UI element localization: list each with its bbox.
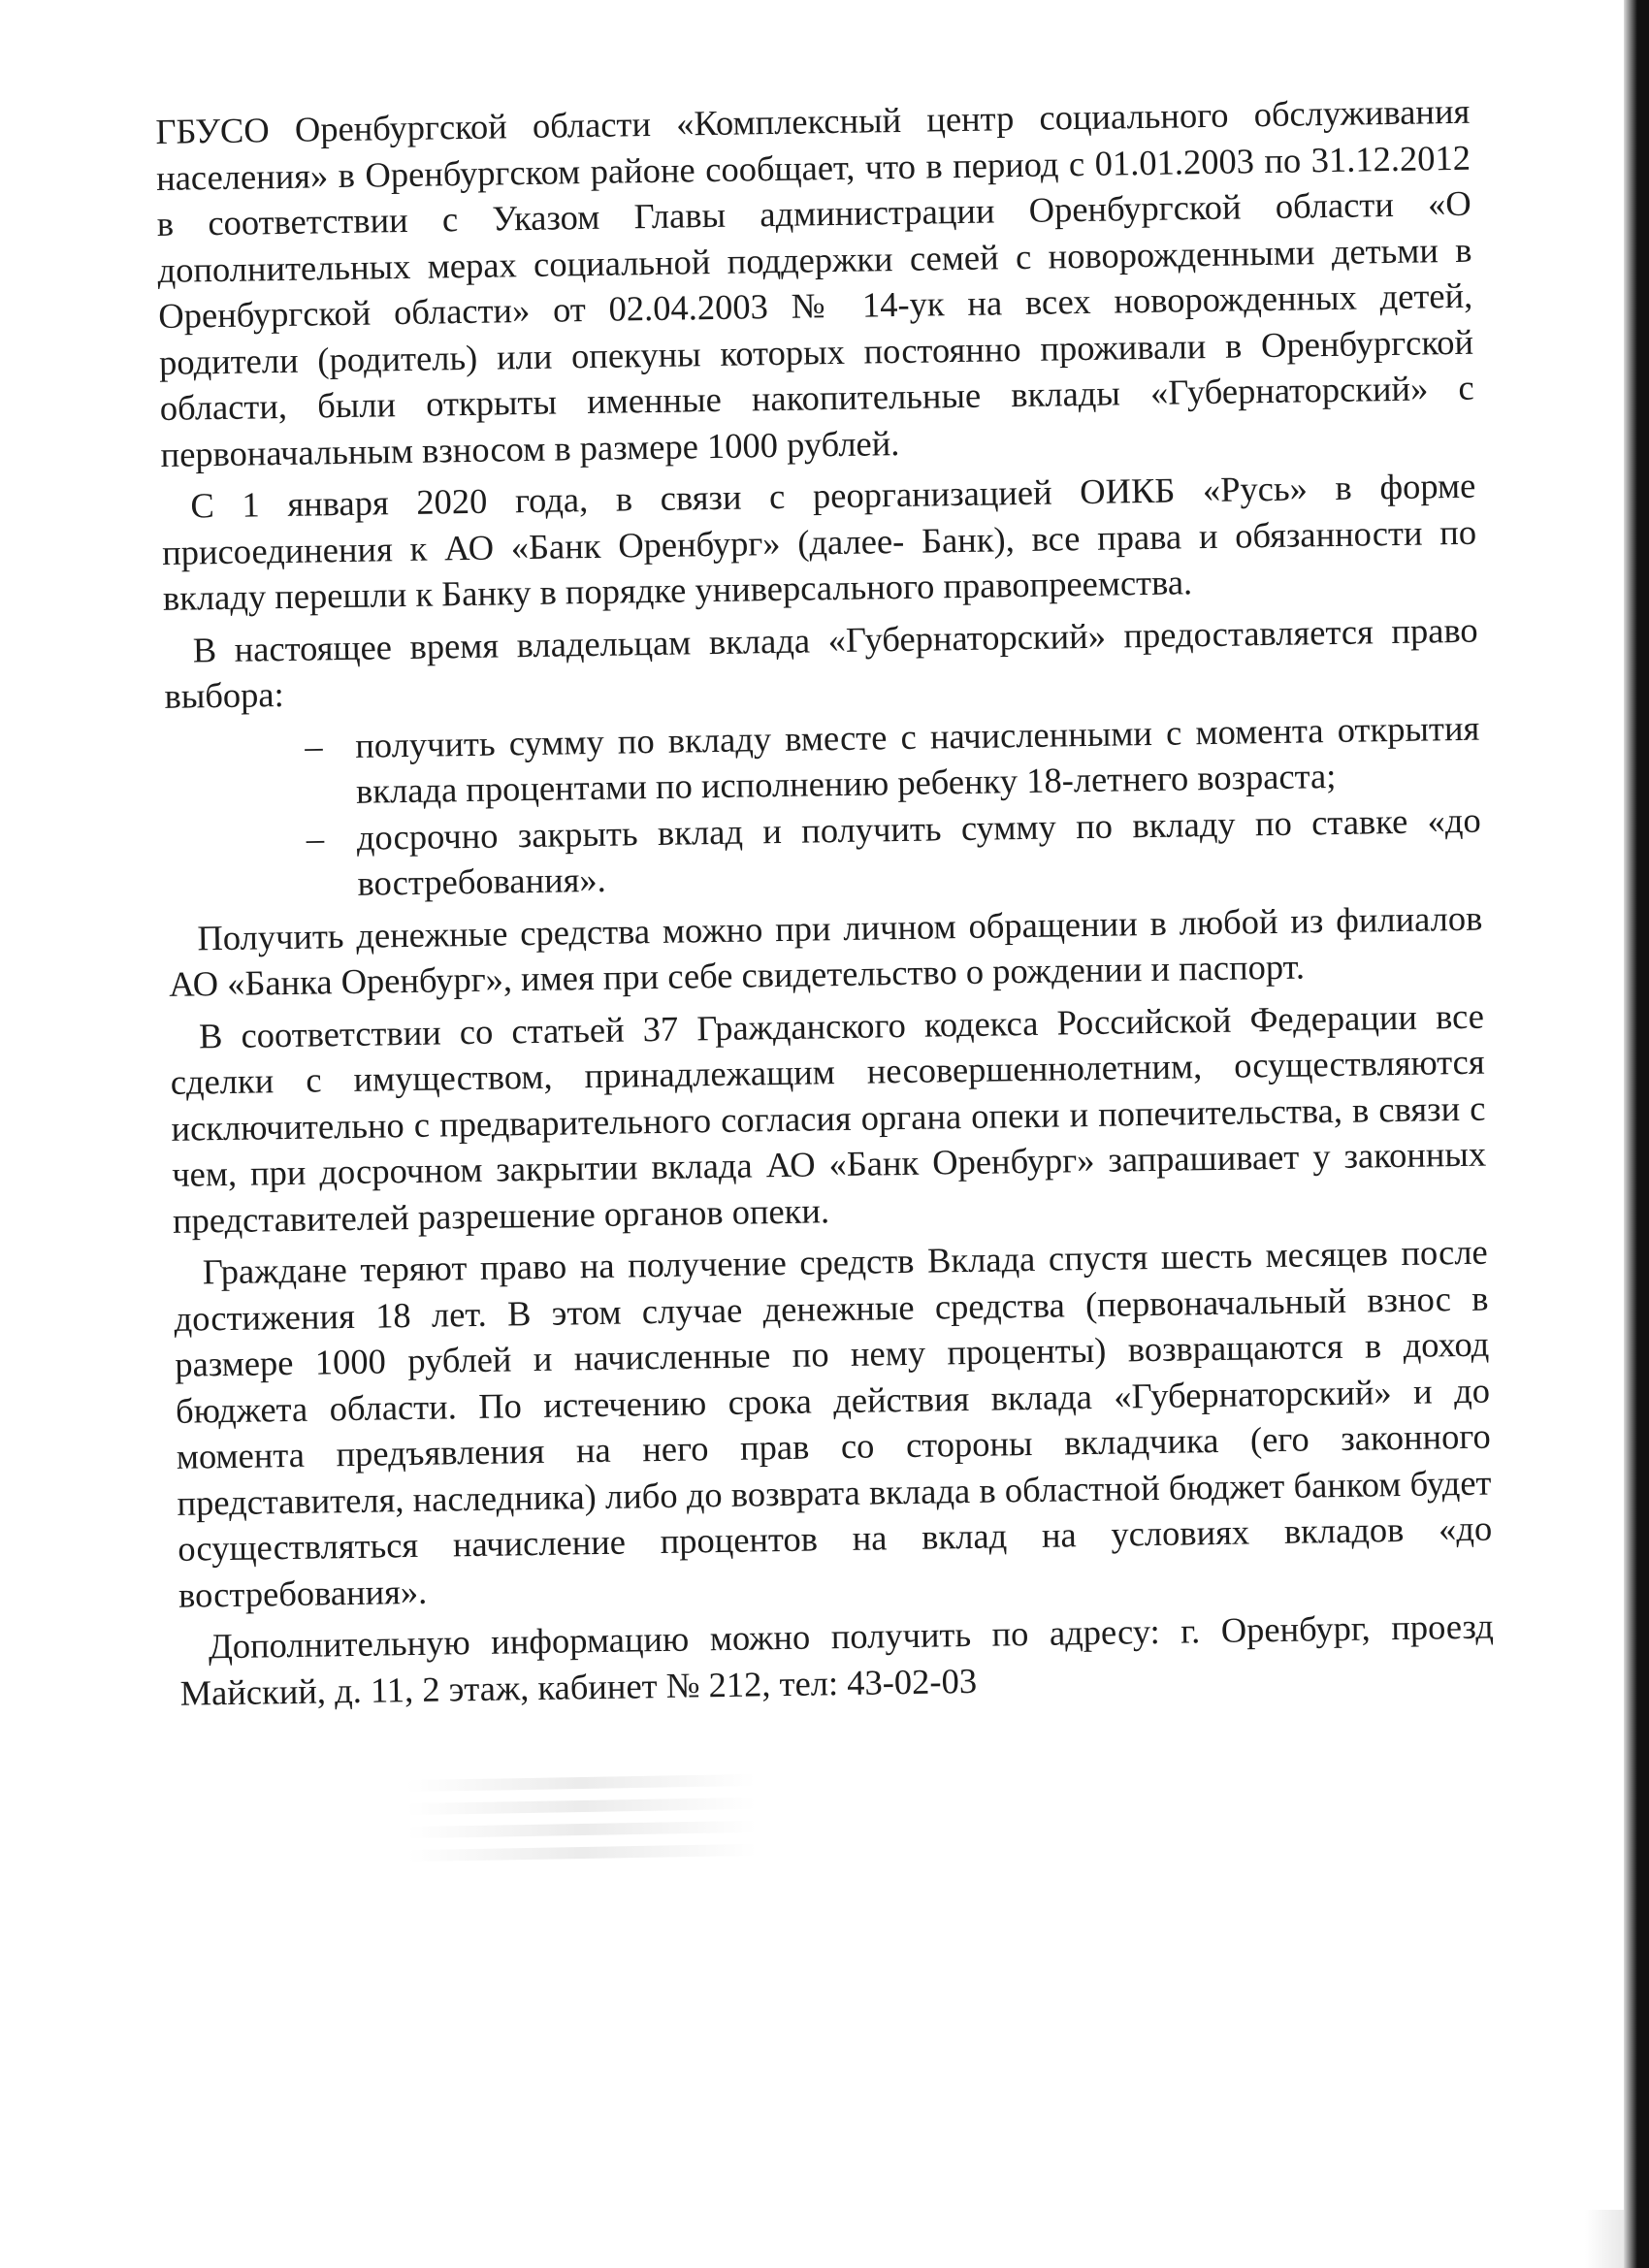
contact-paragraph: Дополнительную информацию можно получить по адресу: г. Оренбург, проезд Майский, д. 11, 2 этаж, кабинет № 212, тел: 43-02-03 [179,1605,1495,1713]
choice-paragraph: В настоящее время владельцам вклада «Губернаторский» предоставляется право выбора: [164,609,1478,716]
list-item-text: досрочно закрыть вклад и получить сумму по вкладу по ставке «до востребования». [356,799,1481,903]
scan-corner-shadow [1585,2210,1624,2268]
faded-stamp-mark [406,1763,759,1914]
dash-bullet: – [306,817,325,859]
list-item [305,704,1480,814]
expiry-paragraph: Граждане теряют право на получение средств Вклада спустя шесть месяцев после достижения 18 лет. В этом случае денежные средства (первоначальный взнос в размере 1000 рублей и начисленные по нему проценты) возвращаются в доход бюджета области. По истечению срока действия вклада «Губернаторский» и до момента предъявления на него прав со стороны вкладчика (его законного представителя, наследника) либо до возврата вклада в областной бюджет банком будет осуществляться начисление процентов на вклад на условиях вкладов «до востребования». [174,1231,1493,1615]
list-item [306,796,1481,906]
dash-bullet: – [305,725,323,766]
options-list [165,704,1482,909]
intro-paragraph: ГБУСО Оренбургской области «Комплексный центр социального обслуживания населения» в Оренбургском районе сообщает, что в период с 01.01.2003 по 31.12.2012 в соответствии с Указом Главы администрации Оренбургской области «О дополнительных мерах социальной поддержки семей с новорожденными детьми в Оренбургской области» от 02.04.2003 № 14-ук на всех новорожденных детей, родители (родитель) или опекуны которых постоянно проживали в Оренбургской области, были открыты именные накопительные вклады «Губернаторский» с первоначальным взносом в размере 1000 рублей. [155,90,1475,474]
document-page [155,88,1495,1722]
list-item-text: получить сумму по вкладу вместе с начисленными с момента открытия вклада процентами по исполнению ребенку 18-летнего возраста; [355,707,1480,811]
reorganization-paragraph: С 1 января 2020 года, в связи с реорганизацией ОИКБ «Русь» в форме присоединения к АО «Банк Оренбург» (далее- Банк), все права и обязанности по вкладу перешли к Банку в порядке универсального правопреемства. [161,465,1477,618]
legal-paragraph: В соответствии со статьей 37 Гражданского кодекса Российской Федерации все сделки с имуществом, принадлежащим несовершеннолетним, осуществляются исключительно с предварительного согласия органа опеки и попечительства, в связи с чем, при досрочном закрытии вклада АО «Банк Оренбург» запрашивает у законных представителей разрешение органов опеки. [170,995,1487,1241]
scan-edge-shadow [1624,0,1649,2268]
withdrawal-paragraph: Получить денежные средства можно при личном обращении в любой из филиалов АО «Банка Оренбург», имея при себе свидетельство о рождении и паспорт. [168,897,1483,1004]
